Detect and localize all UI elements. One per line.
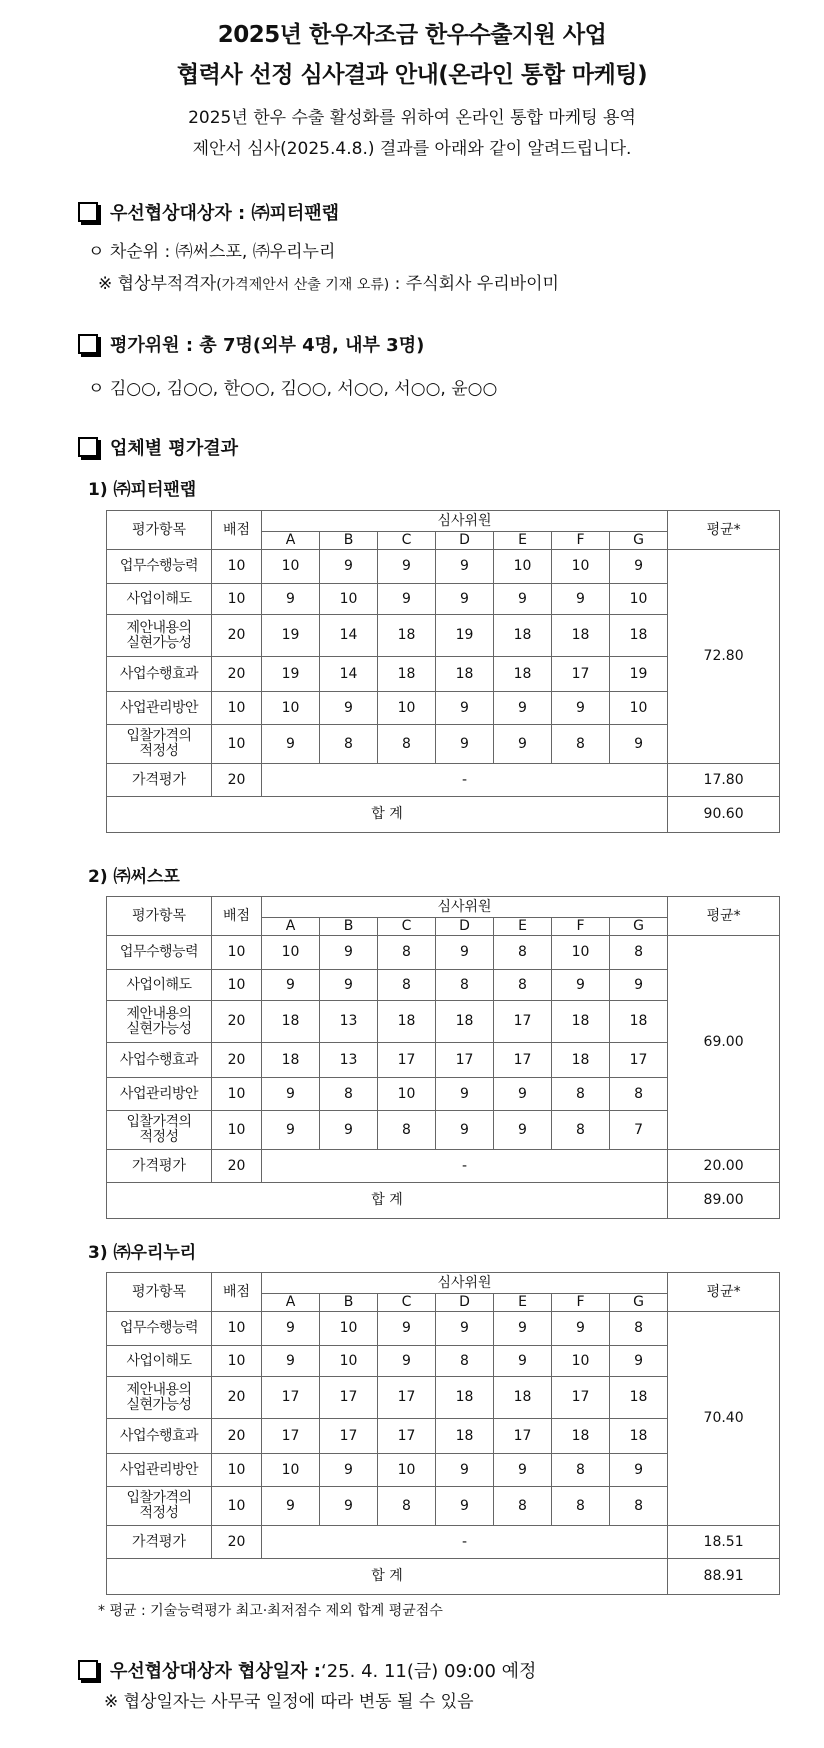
judge-score: 9 <box>552 584 610 615</box>
judge-score: 9 <box>494 1111 552 1150</box>
judge-score: 13 <box>320 1043 378 1078</box>
criterion-points: 10 <box>212 1111 262 1150</box>
judge-score: 9 <box>320 1487 378 1526</box>
price-dash: - <box>262 1150 668 1183</box>
judge-score: 8 <box>610 1487 668 1526</box>
document-title-line2: 협력사 선정 심사결과 안내(온라인 통합 마케팅) <box>176 62 648 88</box>
judge-score: 9 <box>610 725 668 764</box>
judge-score: 17 <box>262 1419 320 1454</box>
judge-score: 8 <box>610 1078 668 1111</box>
judge-score: 18 <box>378 615 436 657</box>
disqualified-prefix: ※ 협상부적격자 <box>98 274 217 294</box>
judge-score: 18 <box>378 657 436 692</box>
judge-score: 9 <box>262 970 320 1001</box>
total-label: 합 계 <box>107 1559 668 1595</box>
criterion-label: 업무수행능력 <box>107 1312 212 1346</box>
judge-score: 18 <box>436 1419 494 1454</box>
technical-average: 70.40 <box>668 1312 780 1526</box>
price-dash: - <box>262 764 668 797</box>
judge-score: 9 <box>436 1312 494 1346</box>
total-score: 90.60 <box>668 797 780 833</box>
criterion-label: 사업이해도 <box>107 584 212 615</box>
judge-score: 9 <box>436 584 494 615</box>
judge-score: 18 <box>494 657 552 692</box>
judge-score: 19 <box>262 657 320 692</box>
judge-score: 9 <box>610 550 668 584</box>
header-judges: 심사위원 <box>262 1273 668 1294</box>
header-points: 배점 <box>212 1273 262 1312</box>
criterion-label: 사업수행효과 <box>107 657 212 692</box>
company-heading: 3) ㈜우리누리 <box>88 1243 197 1263</box>
judge-score: 18 <box>262 1001 320 1043</box>
header-judge-g: G <box>610 1294 668 1312</box>
header-judge-c: C <box>378 1294 436 1312</box>
criterion-points: 10 <box>212 936 262 970</box>
checkbox-square-icon <box>78 334 98 354</box>
judge-score: 9 <box>494 725 552 764</box>
section-evaluators-label: 평가위원 : 총 7명(외부 4명, 내부 3명) <box>110 335 425 356</box>
judge-score: 18 <box>610 615 668 657</box>
judge-score: 9 <box>494 584 552 615</box>
header-judge-b: B <box>320 1294 378 1312</box>
judge-score: 8 <box>494 936 552 970</box>
total-score: 88.91 <box>668 1559 780 1595</box>
judge-score: 10 <box>610 584 668 615</box>
footnote: * 평균 : 기술능력평가 최고·최저점수 제외 합계 평균점수 <box>98 1603 443 1619</box>
judge-score: 8 <box>552 725 610 764</box>
judge-score: 17 <box>552 657 610 692</box>
judge-score: 10 <box>552 936 610 970</box>
price-row <box>107 1526 780 1559</box>
judge-score: 17 <box>552 1377 610 1419</box>
evaluator-names: ㅇ 김○○, 김○○, 한○○, 김○○, 서○○, 서○○, 윤○○ <box>88 379 498 399</box>
criterion-label: 제안내용의 실현가능성 <box>107 1377 212 1419</box>
judge-score: 18 <box>436 657 494 692</box>
judge-score: 9 <box>494 1454 552 1487</box>
criterion-label: 입찰가격의 적정성 <box>107 725 212 764</box>
criterion-points: 20 <box>212 1419 262 1454</box>
price-label: 가격평가 <box>107 1150 212 1183</box>
header-judge-c: C <box>378 918 436 936</box>
judge-score: 8 <box>320 1078 378 1111</box>
header-average: 평균* <box>668 1273 780 1312</box>
criterion-label: 제안내용의 실현가능성 <box>107 615 212 657</box>
judge-score: 17 <box>262 1377 320 1419</box>
document-title-line1: 2025년 한우자조금 한우수출지원 사업 <box>217 22 607 48</box>
criterion-label: 업무수행능력 <box>107 936 212 970</box>
disqualified-line <box>98 269 559 294</box>
negotiation-note: ※ 협상일자는 사무국 일정에 따라 변동 될 수 있음 <box>104 1692 474 1712</box>
judge-score: 10 <box>320 584 378 615</box>
judge-score: 8 <box>378 936 436 970</box>
checkbox-square-icon <box>78 202 98 222</box>
criterion-points: 10 <box>212 1312 262 1346</box>
price-score: 20.00 <box>668 1150 780 1183</box>
criterion-points: 20 <box>212 615 262 657</box>
criterion-label: 사업관리방안 <box>107 1454 212 1487</box>
criterion-points: 10 <box>212 970 262 1001</box>
judge-score: 14 <box>320 615 378 657</box>
judge-score: 8 <box>378 970 436 1001</box>
judge-score: 18 <box>552 1419 610 1454</box>
criterion-points: 10 <box>212 1454 262 1487</box>
price-label: 가격평가 <box>107 1526 212 1559</box>
total-row <box>107 1183 780 1219</box>
header-judges: 심사위원 <box>262 511 668 532</box>
checkbox-square-icon <box>78 1660 98 1680</box>
judge-score: 8 <box>610 1312 668 1346</box>
section-results-label: 업체별 평가결과 <box>110 438 238 459</box>
criterion-points: 10 <box>212 584 262 615</box>
table-row <box>107 936 780 970</box>
price-points: 20 <box>212 1150 262 1183</box>
judge-score: 10 <box>552 1346 610 1377</box>
judge-score: 9 <box>262 584 320 615</box>
judge-score: 18 <box>610 1377 668 1419</box>
criterion-label: 사업수행효과 <box>107 1043 212 1078</box>
judge-score: 17 <box>494 1001 552 1043</box>
header-judges: 심사위원 <box>262 897 668 918</box>
judge-score: 17 <box>494 1419 552 1454</box>
header-average: 평균* <box>668 511 780 550</box>
header-judge-e: E <box>494 532 552 550</box>
header-judge-f: F <box>552 1294 610 1312</box>
price-points: 20 <box>212 764 262 797</box>
criterion-points: 20 <box>212 1001 262 1043</box>
judge-score: 9 <box>610 970 668 1001</box>
judge-score: 18 <box>610 1419 668 1454</box>
judge-score: 10 <box>262 692 320 725</box>
intro-line2: 제안서 심사(2025.4.8.) 결과를 아래와 같이 알려드립니다. <box>192 139 632 159</box>
judge-score: 14 <box>320 657 378 692</box>
judge-score: 10 <box>320 1346 378 1377</box>
judge-score: 19 <box>610 657 668 692</box>
judge-score: 17 <box>436 1043 494 1078</box>
total-row <box>107 797 780 833</box>
criterion-points: 10 <box>212 725 262 764</box>
section-results <box>78 434 238 460</box>
judge-score: 18 <box>262 1043 320 1078</box>
header-item: 평가항목 <box>107 511 212 550</box>
disqualified-reason: (가격제안서 산출 기재 오류) <box>216 277 390 293</box>
header-judge-b: B <box>320 532 378 550</box>
judge-score: 10 <box>552 550 610 584</box>
criterion-label: 입찰가격의 적정성 <box>107 1111 212 1150</box>
header-judge-f: F <box>552 918 610 936</box>
header-judge-a: A <box>262 532 320 550</box>
criterion-points: 20 <box>212 1377 262 1419</box>
judge-score: 9 <box>320 1111 378 1150</box>
judge-score: 8 <box>436 1346 494 1377</box>
judge-score: 8 <box>552 1454 610 1487</box>
table-row <box>107 550 780 584</box>
judge-score: 18 <box>436 1001 494 1043</box>
judge-score: 9 <box>436 1111 494 1150</box>
checkbox-square-icon <box>78 437 98 457</box>
judge-score: 9 <box>610 1346 668 1377</box>
judge-score: 10 <box>378 1454 436 1487</box>
disqualified-company: : 주식회사 우리바이미 <box>389 274 559 294</box>
judge-score: 18 <box>436 1377 494 1419</box>
criterion-label: 사업관리방안 <box>107 1078 212 1111</box>
price-score: 18.51 <box>668 1526 780 1559</box>
judge-score: 8 <box>378 1487 436 1526</box>
judge-score: 9 <box>262 1487 320 1526</box>
judge-score: 18 <box>494 615 552 657</box>
section-negotiation-date <box>78 1657 536 1683</box>
judge-score: 17 <box>320 1377 378 1419</box>
judge-score: 18 <box>494 1377 552 1419</box>
header-judge-e: E <box>494 918 552 936</box>
judge-score: 9 <box>378 1312 436 1346</box>
judge-score: 17 <box>378 1043 436 1078</box>
criterion-label: 사업수행효과 <box>107 1419 212 1454</box>
price-score: 17.80 <box>668 764 780 797</box>
judge-score: 10 <box>378 692 436 725</box>
section-preferred-bidder-label: 우선협상대상자 : ㈜피터팬랩 <box>110 203 339 224</box>
header-judge-d: D <box>436 1294 494 1312</box>
judge-score: 9 <box>320 970 378 1001</box>
judge-score: 9 <box>552 692 610 725</box>
judge-score: 9 <box>436 725 494 764</box>
judge-score: 10 <box>262 550 320 584</box>
judge-score: 9 <box>494 1312 552 1346</box>
company-heading: 1) ㈜피터팬랩 <box>88 480 197 500</box>
price-points: 20 <box>212 1526 262 1559</box>
judge-score: 18 <box>552 1043 610 1078</box>
judge-score: 9 <box>320 1454 378 1487</box>
criterion-points: 10 <box>212 550 262 584</box>
judge-score: 13 <box>320 1001 378 1043</box>
judge-score: 9 <box>320 550 378 584</box>
judge-score: 8 <box>552 1487 610 1526</box>
criterion-points: 10 <box>212 1487 262 1526</box>
judge-score: 18 <box>378 1001 436 1043</box>
judge-score: 9 <box>552 970 610 1001</box>
judge-score: 17 <box>378 1377 436 1419</box>
judge-score: 8 <box>378 725 436 764</box>
criterion-label: 사업이해도 <box>107 970 212 1001</box>
header-judge-d: D <box>436 532 494 550</box>
judge-score: 9 <box>262 725 320 764</box>
judge-score: 9 <box>494 1346 552 1377</box>
judge-score: 10 <box>320 1312 378 1346</box>
judge-score: 8 <box>378 1111 436 1150</box>
header-judge-e: E <box>494 1294 552 1312</box>
criterion-label: 업무수행능력 <box>107 550 212 584</box>
header-judge-c: C <box>378 532 436 550</box>
header-points: 배점 <box>212 511 262 550</box>
negotiation-date: ‘25. 4. 11(금) 09:00 예정 <box>321 1661 537 1682</box>
judge-score: 9 <box>494 692 552 725</box>
header-judge-g: G <box>610 532 668 550</box>
header-item: 평가항목 <box>107 1273 212 1312</box>
score-table <box>106 1272 780 1595</box>
criterion-label: 사업관리방안 <box>107 692 212 725</box>
total-row <box>107 1559 780 1595</box>
criterion-points: 20 <box>212 1043 262 1078</box>
score-table <box>106 510 780 833</box>
section-negotiation-date-label: 우선협상대상자 협상일자 : <box>110 1661 321 1682</box>
judge-score: 10 <box>262 1454 320 1487</box>
judge-score: 19 <box>262 615 320 657</box>
price-row <box>107 764 780 797</box>
judge-score: 8 <box>552 1111 610 1150</box>
judge-score: 9 <box>262 1078 320 1111</box>
judge-score: 9 <box>436 692 494 725</box>
section-preferred-bidder <box>78 199 339 225</box>
judge-score: 8 <box>494 1487 552 1526</box>
criterion-points: 20 <box>212 657 262 692</box>
section-evaluators <box>78 331 424 357</box>
judge-score: 10 <box>610 692 668 725</box>
judge-score: 9 <box>262 1312 320 1346</box>
criterion-points: 10 <box>212 1346 262 1377</box>
header-average: 평균* <box>668 897 780 936</box>
technical-average: 69.00 <box>668 936 780 1150</box>
total-label: 합 계 <box>107 797 668 833</box>
judge-score: 9 <box>436 1078 494 1111</box>
intro-line1: 2025년 한우 수출 활성화를 위하여 온라인 통합 마케팅 용역 <box>188 108 636 128</box>
judge-score: 10 <box>494 550 552 584</box>
judge-score: 17 <box>378 1419 436 1454</box>
judge-score: 9 <box>378 550 436 584</box>
judge-score: 8 <box>552 1078 610 1111</box>
table-row <box>107 1312 780 1346</box>
judge-score: 9 <box>436 1487 494 1526</box>
header-judge-g: G <box>610 918 668 936</box>
price-row <box>107 1150 780 1183</box>
criterion-points: 10 <box>212 1078 262 1111</box>
judge-score: 18 <box>552 1001 610 1043</box>
header-judge-d: D <box>436 918 494 936</box>
judge-score: 9 <box>378 1346 436 1377</box>
judge-score: 9 <box>320 936 378 970</box>
judge-score: 7 <box>610 1111 668 1150</box>
judge-score: 19 <box>436 615 494 657</box>
header-judge-a: A <box>262 918 320 936</box>
price-dash: - <box>262 1526 668 1559</box>
judge-score: 17 <box>610 1043 668 1078</box>
runner-up-line: ㅇ 차순위 : ㈜써스포, ㈜우리누리 <box>88 242 336 262</box>
judge-score: 10 <box>262 936 320 970</box>
judge-score: 9 <box>552 1312 610 1346</box>
total-score: 89.00 <box>668 1183 780 1219</box>
header-points: 배점 <box>212 897 262 936</box>
judge-score: 18 <box>552 615 610 657</box>
judge-score: 9 <box>436 1454 494 1487</box>
judge-score: 9 <box>378 584 436 615</box>
judge-score: 8 <box>610 936 668 970</box>
judge-score: 10 <box>378 1078 436 1111</box>
judge-score: 9 <box>320 692 378 725</box>
score-table <box>106 896 780 1219</box>
judge-score: 9 <box>494 1078 552 1111</box>
header-judge-f: F <box>552 532 610 550</box>
judge-score: 18 <box>610 1001 668 1043</box>
judge-score: 17 <box>320 1419 378 1454</box>
price-label: 가격평가 <box>107 764 212 797</box>
company-heading: 2) ㈜써스포 <box>88 867 180 887</box>
judge-score: 9 <box>262 1346 320 1377</box>
judge-score: 9 <box>436 936 494 970</box>
criterion-label: 제안내용의 실현가능성 <box>107 1001 212 1043</box>
header-judge-a: A <box>262 1294 320 1312</box>
criterion-label: 사업이해도 <box>107 1346 212 1377</box>
judge-score: 8 <box>436 970 494 1001</box>
judge-score: 17 <box>494 1043 552 1078</box>
judge-score: 9 <box>262 1111 320 1150</box>
judge-score: 9 <box>436 550 494 584</box>
header-judge-b: B <box>320 918 378 936</box>
criterion-label: 입찰가격의 적정성 <box>107 1487 212 1526</box>
header-item: 평가항목 <box>107 897 212 936</box>
technical-average: 72.80 <box>668 550 780 764</box>
judge-score: 9 <box>610 1454 668 1487</box>
judge-score: 8 <box>494 970 552 1001</box>
criterion-points: 10 <box>212 692 262 725</box>
total-label: 합 계 <box>107 1183 668 1219</box>
judge-score: 8 <box>320 725 378 764</box>
